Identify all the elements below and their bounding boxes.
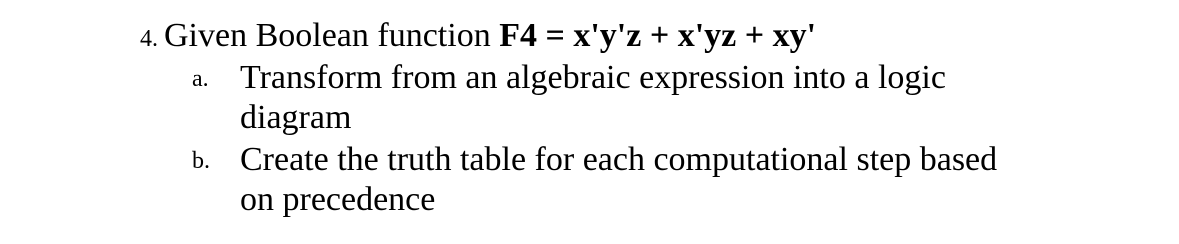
question-number: 4.: [140, 26, 158, 52]
question-prompt: Given Boolean function: [164, 17, 491, 54]
sub-question-marker: a.: [192, 66, 209, 92]
sub-question-line: Create the truth table for each computational step based: [240, 141, 998, 178]
sub-question-line: Transform from an algebraic expression into a logic: [240, 59, 946, 96]
question-heading: [140, 16, 816, 59]
sub-question-text: [240, 140, 997, 220]
sub-question-line: diagram: [240, 99, 352, 136]
boolean-formula: F4 = x'y'z + x'yz + xy': [499, 17, 817, 54]
sub-question-marker: b.: [192, 148, 210, 174]
sub-question-text: [240, 58, 946, 138]
sub-question-line: on precedence: [240, 181, 436, 218]
